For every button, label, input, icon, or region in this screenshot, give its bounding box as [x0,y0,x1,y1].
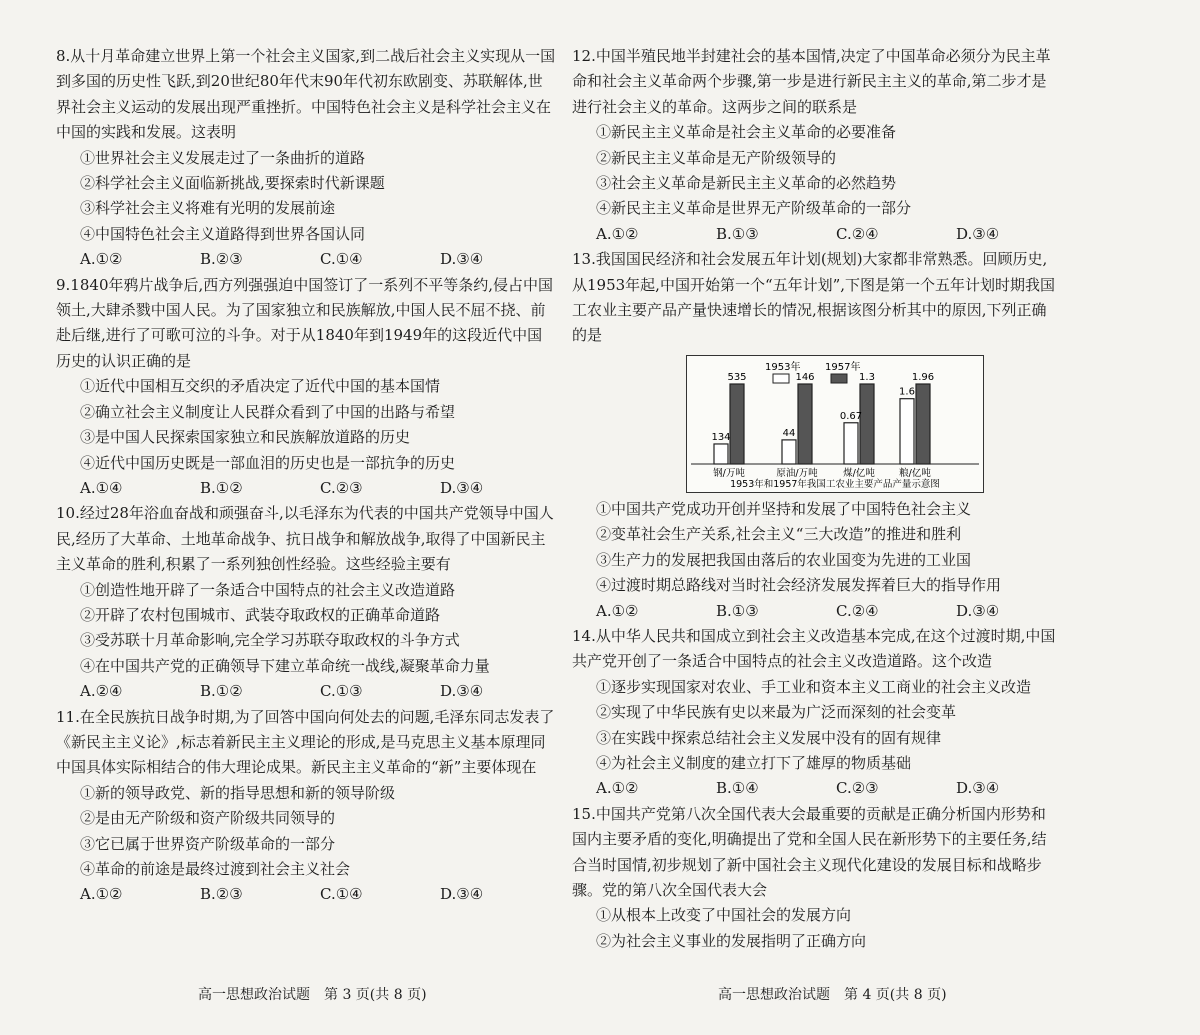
category-label: 煤/亿吨 [843,467,875,479]
choice-d: D.③④ [956,601,1000,620]
option-4: ④为社会主义制度的建立打下了雄厚的物质基础 [596,753,912,772]
production-bar-chart [686,355,984,493]
choice-b: B.①② [200,478,243,497]
choice-d: D.③④ [956,224,1000,243]
legend-swatch-1953 [773,374,789,383]
choice-b: B.①③ [716,224,759,243]
question-9 [56,273,556,502]
bar-1957-3 [860,384,874,464]
page-3-footer: 高一思想政治试题 第 3 页(共 8 页) [198,987,427,1003]
choice-b: B.②③ [200,885,243,904]
option-3: ③受苏联十月革命影响,完全学习苏联夺取政权的斗争方式 [80,631,460,650]
option-2: ②确立社会主义制度让人民群众看到了中国的出路与希望 [80,402,456,421]
option-2: ②开辟了农村包围城市、武装夺取政权的正确革命道路 [80,605,441,624]
choice-a: A.①② [596,224,639,243]
option-4: ④近代中国历史既是一部血泪的历史也是一部抗争的历史 [80,453,456,472]
page-4-column [572,44,1060,954]
legend-label-1953: 1953年 [765,361,801,373]
option-3: ③它已属于世界资产阶级革命的一部分 [80,834,336,853]
bar-1957-2 [798,384,812,464]
category-label: 钢/万吨 [713,467,745,479]
bar-1953-1 [714,444,728,464]
question-15 [572,802,1060,954]
choice-b: B.①③ [716,601,759,620]
choice-b: B.①② [200,682,243,701]
option-3: ③在实践中探索总结社会主义发展中没有的固有规律 [596,728,942,747]
option-1: ①逐步实现国家对农业、手工业和资本主义工商业的社会主义改造 [596,677,1032,696]
option-4: ④中国特色社会主义道路得到世界各国认同 [80,224,366,243]
option-1: ①近代中国相互交织的矛盾决定了近代中国的基本国情 [80,377,441,396]
option-2: ②变革社会生产关系,社会主义“三大改造”的推进和胜利 [596,525,962,544]
choice-c: C.①④ [320,885,363,904]
choice-b: B.②③ [200,250,243,269]
choice-c: C.②④ [836,224,879,243]
value-label-1957: 146 [795,371,815,383]
value-label-1953: 0.67 [839,410,863,422]
question-stem: 14.从中华人民共和国成立到社会主义改造基本完成,在这个过渡时期,中国共产党开创了一条适合中国特点的社会主义改造道路。这个改造 [572,626,1056,671]
choice-a: A.①② [80,250,123,269]
answer-choices [572,776,1060,801]
option-2: ②科学社会主义面临新挑战,要探索时代新课题 [80,174,385,193]
choice-d: D.③④ [956,779,1000,798]
answer-choices [56,679,556,704]
option-3: ③科学社会主义将难有光明的发展前途 [80,199,336,218]
choice-a: A.②④ [80,682,123,701]
option-2: ②是由无产阶级和资产阶级共同领导的 [80,809,336,828]
page-3-column [56,44,556,908]
chart-title: 1953年和1957年我国工农业主要产品产量示意图 [730,478,940,490]
answer-choices [56,882,556,907]
question-stem: 8.从十月革命建立世界上第一个社会主义国家,到二战后社会主义实现从一国到多国的历史性飞跃,到20世纪80年代末90年代初东欧剧变、苏联解体,世界社会主义运动的发展出现严重挫折。中国特色社会主义是科学社会主义在中国的实践和发展。这表明 [56,47,556,142]
chart-svg [687,356,983,492]
option-1: ①创造性地开辟了一条适合中国特点的社会主义改造道路 [80,580,456,599]
choice-d: D.③④ [440,250,484,269]
question-stem: 10.经过28年浴血奋战和顽强奋斗,以毛泽东为代表的中国共产党领导中国人民,经历了大革命、土地革命战争、抗日战争和解放战争,取得了中国新民主主义革命的胜利,积累了一系列独创性经验。这些经验主要有 [56,504,554,574]
question-10 [56,501,556,704]
option-2: ②为社会主义事业的发展指明了正确方向 [596,931,867,950]
choice-d: D.③④ [440,478,484,497]
choice-c: C.①④ [320,250,363,269]
legend-swatch-1957 [831,374,847,383]
choice-a: A.①② [596,779,639,798]
question-14 [572,624,1060,802]
value-label-1957: 535 [727,371,747,383]
option-2: ②实现了中华民族有史以来最为广泛而深刻的社会变革 [596,703,957,722]
question-stem: 15.中国共产党第八次全国代表大会最重要的贡献是正确分析国内形势和国内主要矛盾的变化,明确提出了党和全国人民在新形势下的主要任务,结合当时国情,初步规划了新中国社会主义现代化建设的发展目标和战略步骤。党的第八次全国代表大会 [572,804,1047,899]
question-11 [56,705,556,908]
question-stem: 11.在全民族抗日战争时期,为了回答中国向何处去的问题,毛泽东同志发表了《新民主主义论》,标志着新民主主义理论的形成,是马克思主义基本原理同中国具体实际相结合的伟大理论成果。新民主主义革命的“新”主要体现在 [56,707,555,777]
choice-c: C.②④ [836,601,879,620]
choice-a: A.①② [596,601,639,620]
option-3: ③是中国人民探索国家独立和民族解放道路的历史 [80,428,411,447]
option-1: ①新民主主义革命是社会主义革命的必要准备 [596,123,897,142]
question-8 [56,44,556,273]
value-label-1957: 1.3 [859,371,875,383]
option-1: ①中国共产党成功开创并坚持和发展了中国特色社会主义 [596,499,972,518]
choice-d: D.③④ [440,885,484,904]
question-12 [572,44,1060,247]
value-label-1957: 1.96 [911,371,935,383]
bar-1953-2 [782,440,796,464]
value-label-1953: 44 [782,427,796,439]
option-1: ①世界社会主义发展走过了一条曲折的道路 [80,148,366,167]
choice-c: C.①③ [320,682,363,701]
choice-c: C.②③ [836,779,879,798]
question-stem: 12.中国半殖民地半封建社会的基本国情,决定了中国革命必须分为民主革命和社会主义革命两个步骤,第一步是进行新民主主义的革命,第二步才是进行社会主义的革命。这两步之间的联系是 [572,47,1051,116]
option-4: ④新民主主义革命是世界无产阶级革命的一部分 [596,199,912,218]
option-2: ②新民主主义革命是无产阶级领导的 [596,148,837,167]
bar-1957-1 [730,384,744,464]
option-4: ④在中国共产党的正确领导下建立革命统一战线,凝聚革命力量 [80,656,490,675]
choice-a: A.①④ [80,478,123,497]
page-4-footer: 高一思想政治试题 第 4 页(共 8 页) [718,987,947,1003]
choice-d: D.③④ [440,682,484,701]
option-1: ①新的领导政党、新的指导思想和新的领导阶级 [80,783,396,802]
question-13 [572,247,1060,624]
question-stem: 13.我国国民经济和社会发展五年计划(规划)大家都非常熟悉。回顾历史,从1953年起,中国开始第一个“五年计划”,下图是第一个五年计划时期我国工农业主要产品产量快速增长的情况,根据该图分析其中的原因,下列正确的是 [572,250,1056,345]
option-3: ③生产力的发展把我国由落后的农业国变为先进的工业国 [596,550,972,569]
question-stem: 9.1840年鸦片战争后,西方列强强迫中国签订了一系列不平等条约,侵占中国领土,大肆杀戮中国人民。为了国家独立和民族解放,中国人民不屈不挠、前赴后继,进行了可歌可泣的斗争。对于从1840年到1949年的这段近代中国历史的认识正确的是 [56,275,554,370]
option-4: ④革命的前途是最终过渡到社会主义社会 [80,860,351,878]
option-4: ④过渡时期总路线对当时社会经济发展发挥着巨大的指导作用 [596,576,1002,595]
option-3: ③社会主义革命是新民主主义革命的必然趋势 [596,174,897,193]
category-label: 原油/万吨 [776,467,818,479]
bar-1953-3 [844,423,858,464]
answer-choices [56,247,556,272]
answer-choices [572,599,1060,624]
value-label-1953: 1.6 [899,386,915,398]
option-1: ①从根本上改变了中国社会的发展方向 [596,906,852,925]
legend-label-1957: 1957年 [825,361,861,373]
value-label-1953: 134 [711,431,731,443]
choice-a: A.①② [80,885,123,904]
bar-1953-4 [900,399,914,464]
choice-c: C.②③ [320,478,363,497]
category-label: 粮/亿吨 [899,467,931,479]
choice-b: B.①④ [716,779,759,798]
bar-1957-4 [916,384,930,464]
answer-choices [572,222,1060,247]
answer-choices [56,476,556,501]
